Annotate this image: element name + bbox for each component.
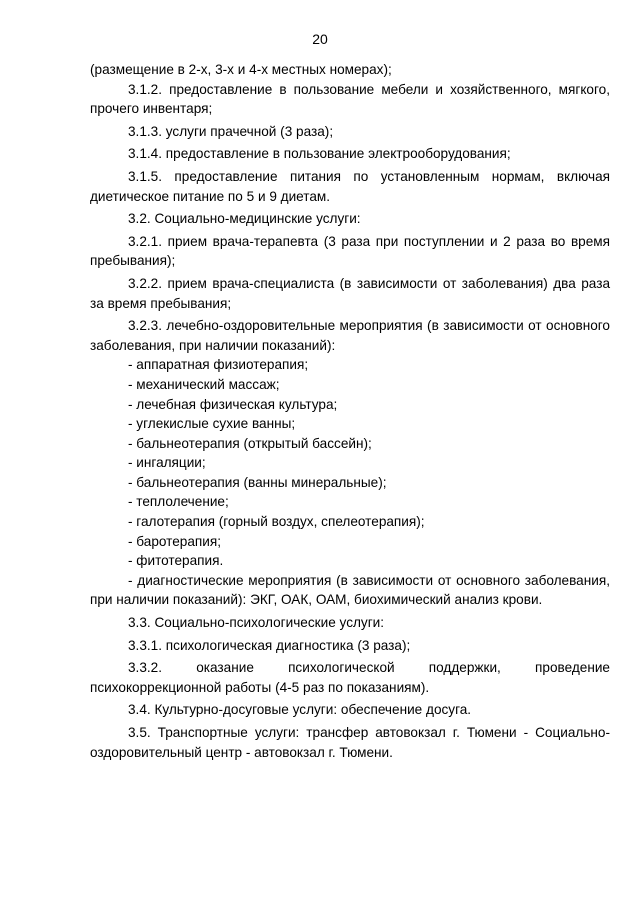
list-item: - механический массаж;	[128, 376, 280, 392]
paragraph-3-3: 3.3. Социально-психологические услуги:	[128, 615, 385, 631]
paragraph-3-3-1: 3.3.1. психологическая диагностика (3 раза);	[128, 637, 411, 653]
list-item: - ингаляции;	[128, 455, 206, 471]
list-item: - бальнеотерапия (ванны минеральные);	[128, 474, 387, 490]
paragraph-3-5: 3.5. Транспортные услуги: трансфер автовокзал г. Тюмени - Социально-оздоровительный центр - автовокзал г. Тюмени.	[90, 725, 610, 760]
paragraph-3-2-1: 3.2.1. прием врача-терапевта (3 раза при поступлении и 2 раза во время пребывания);	[90, 233, 610, 269]
paragraph-3-1-3: 3.1.3. услуги прачечной (3 раза);	[128, 123, 334, 139]
paragraph-3-4: 3.4. Культурно-досуговые услуги: обеспечение досуга.	[128, 702, 472, 718]
list-item: - бальнеотерапия (открытый бассейн);	[128, 435, 372, 451]
paragraph-3-1-4: 3.1.4. предоставление в пользование электрооборудования;	[128, 146, 511, 162]
paragraph-accommodation-continued: (размещение в 2-х, 3-х и 4-х местных номерах);	[90, 62, 392, 77]
list-item: - углекислые сухие ванны;	[128, 416, 296, 432]
paragraph-3-1-5: 3.1.5. предоставление питания по установленным нормам, включая диетическое питание по 5 и 9 диетам.	[90, 168, 610, 204]
page-number: 20	[312, 31, 328, 47]
list-item: - галотерапия (горный воздух, спелеотерапия);	[128, 514, 425, 530]
list-item-diagnostics: - диагностические мероприятия (в зависимости от основного заболевания, при наличии показаний): ЭКГ, ОАК, ОАМ, биохимический анализ крови.	[90, 572, 610, 608]
paragraph-3-3-2: 3.3.2. оказание психологической поддержки, проведение психокоррекционной работы (4-5 раз по показаниям).	[90, 660, 610, 695]
list-item: - теплолечение;	[128, 494, 229, 510]
list-item: - фитотерапия.	[128, 553, 224, 569]
paragraph-3-2: 3.2. Социально-медицинские услуги:	[128, 211, 361, 227]
document-body	[90, 60, 610, 762]
paragraph-3-1-2: 3.1.2. предоставление в пользование мебели и хозяйственного, мягкого, прочего инвентаря;	[90, 81, 610, 117]
list-item: - лечебная физическая культура;	[128, 396, 338, 412]
paragraph-3-2-2: 3.2.2. прием врача-специалиста (в зависимости от заболевания) два раза за время пребывания;	[90, 275, 610, 311]
list-item: - аппаратная физиотерапия;	[128, 357, 309, 373]
paragraph-3-2-3: 3.2.3. лечебно-оздоровительные мероприятия (в зависимости от основного заболевания, при наличии показаний):	[90, 318, 610, 353]
list-item: - баротерапия;	[128, 533, 222, 549]
